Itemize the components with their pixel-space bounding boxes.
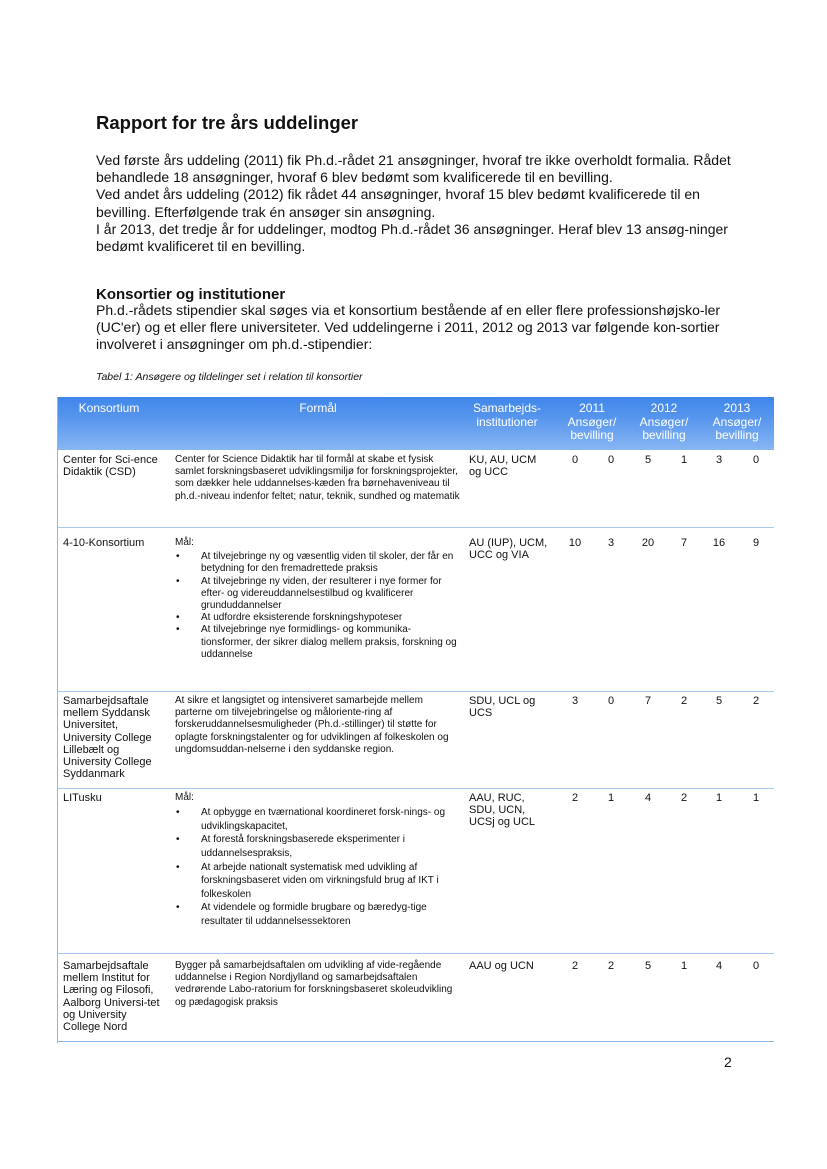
intro-paragraph: Ved andet års uddeling (2012) fik rådet 44 ansøgninger, hvoraf 15 blev bedømt kvalificerede til en bevilling. Efterfølgende trak én ansøger sin ansøgning. bbox=[96, 186, 700, 220]
consortium-table bbox=[57, 397, 774, 1043]
formal-text: At sikre et langsigtet og intensiveret samarbejde mellem parterne om tilvejebringelse og måloriente-ring af forskeruddannelsesmuligheder (Ph.d.-stillinger) til støtte for oplagte forskningstalenter og for udviklingen af folkeskolen og ungdomsuddan-nelserne i den syddanske region. bbox=[175, 695, 449, 755]
list-item: • At tilvejebringe nye formidlings- og kommunika-tionsformer, der sikrer dialog mellem praksis, forskning og uddannelse bbox=[175, 624, 460, 661]
cell-value: 5 bbox=[715, 695, 723, 707]
cell-value: 2 bbox=[680, 695, 688, 707]
cell-value: 0 bbox=[752, 960, 760, 972]
cell-konsortium: Samarbejdsaftale mellem Institut for Læring og Filosofi, Aalborg Universi-tet og University College Nord bbox=[63, 960, 160, 1034]
list-item: • At videndele og formidle brugbare og bæredyg-tige resultater til uddannelsessektoren bbox=[175, 901, 460, 928]
header-year-sub: Ansøger/ bevilling bbox=[567, 414, 617, 442]
cell-samarbejds: KU, AU, UCM og UCC bbox=[469, 454, 537, 479]
cell-konsortium: 4-10-Konsortium bbox=[63, 537, 145, 549]
header-samarbejdsinstitutioner: Samarbejds-institutioner bbox=[472, 401, 542, 429]
page-title: Rapport for tre års uddelinger bbox=[96, 112, 359, 133]
cell-value: 4 bbox=[644, 792, 652, 804]
list-item: • At udfordre eksisterende forskningshypoteser bbox=[175, 612, 460, 624]
page-number: 2 bbox=[724, 1054, 732, 1070]
cell-formal bbox=[175, 537, 460, 661]
cell-value: 0 bbox=[607, 454, 615, 466]
formal-text: Mål: bbox=[175, 537, 194, 548]
bullet-list bbox=[175, 806, 460, 928]
cell-formal bbox=[175, 695, 460, 756]
cell-value: 7 bbox=[680, 537, 688, 549]
table-bottom-border bbox=[58, 1041, 774, 1042]
bullet-list bbox=[175, 551, 460, 661]
formal-text: Bygger på samarbejdsaftalen om udvikling af vide-regående uddannelse i Region Nordjylland og samarbejdsaftalen vedrørende Labo-ratorium for forskningsbaseret skoleudvikling og pædagogisk praksis bbox=[175, 960, 453, 1008]
cell-value: 0 bbox=[752, 454, 760, 466]
header-year-label: 2013 bbox=[723, 401, 751, 415]
list-item: • At forestå forskningsbaserede eksperimenter i uddannelsespraksis, bbox=[175, 833, 460, 860]
formal-text: Mål: bbox=[175, 792, 194, 803]
cell-konsortium: Samarbejdsaftale mellem Syddansk Universitet, University College Lillebælt og University College Syddanmark bbox=[63, 695, 152, 781]
cell-value: 10 bbox=[568, 537, 582, 549]
cell-value: 5 bbox=[644, 454, 652, 466]
cell-value: 2 bbox=[607, 960, 615, 972]
section-text: Ph.d.-rådets stipendier skal søges via et konsortium bestående af en eller flere professionshøjsko-ler (UC'er) og et eller flere universiteter. Ved uddelingerne i 2011, 2012 og 2013 var følgende kon-sortier involveret i ansøgninger om ph.d.-stipendier: bbox=[96, 302, 721, 353]
cell-value: 0 bbox=[607, 695, 615, 707]
section-title: Konsortier og institutioner bbox=[96, 286, 286, 303]
cell-value: 3 bbox=[715, 454, 723, 466]
cell-value: 1 bbox=[752, 792, 760, 804]
cell-value: 1 bbox=[680, 960, 688, 972]
cell-value: 3 bbox=[571, 695, 579, 707]
formal-text: Center for Science Didaktik har til formål at skabe et fysisk samlet forskningsbaseret udviklingsmiljø for forskningsprojekter, som dækker hele uddannelses-kæden fra børnehaveniveau til ph.d.-niveau indenfor feltet; natur, teknik, sundhed og matematik bbox=[175, 454, 460, 502]
cell-value: 5 bbox=[644, 960, 652, 972]
table-header bbox=[58, 397, 774, 450]
header-year-label: 2011 bbox=[579, 401, 605, 415]
header-year-label: 2012 bbox=[650, 401, 678, 415]
table-caption: Tabel 1: Ansøgere og tildelinger set i relation til konsortier bbox=[96, 371, 363, 383]
cell-konsortium: LITusku bbox=[63, 792, 102, 804]
cell-value: 2 bbox=[571, 792, 579, 804]
header-konsortium: Konsortium bbox=[78, 401, 140, 415]
intro-paragraph: I år 2013, det tredje år for uddelinger, modtog Ph.d.-rådet 36 ansøgninger. Heraf blev 13 ansøg-ninger bedømt kvalificeret til en bevilling. bbox=[96, 220, 728, 255]
cell-value: 7 bbox=[644, 695, 652, 707]
row-divider bbox=[58, 527, 774, 528]
cell-value: 9 bbox=[752, 537, 760, 549]
cell-samarbejds: AAU og UCN bbox=[469, 960, 534, 972]
row-divider bbox=[58, 788, 774, 789]
cell-value: 20 bbox=[641, 537, 655, 549]
cell-value: 1 bbox=[715, 792, 723, 804]
cell-value: 16 bbox=[712, 537, 726, 549]
cell-samarbejds: SDU, UCL og UCS bbox=[469, 695, 536, 720]
cell-konsortium: Center for Sci-ence Didaktik (CSD) bbox=[63, 454, 158, 479]
header-year-2012 bbox=[628, 402, 700, 443]
header-year-sub: Ansøger/ bevilling bbox=[639, 414, 689, 442]
list-item: • At tilvejebringe ny viden, der resulterer i nye former for efter- og videreuddannelsestilbud og kvalificerer grunduddannelser bbox=[175, 576, 460, 613]
header-year-2011 bbox=[556, 402, 628, 443]
cell-formal bbox=[175, 792, 460, 929]
list-item: • At opbygge en tværnational koordineret forsk-nings- og udviklingskapacitet, bbox=[175, 806, 460, 833]
cell-value: 0 bbox=[571, 454, 579, 466]
cell-samarbejds: AAU, RUC, SDU, UCN, UCSj og UCL bbox=[469, 792, 536, 829]
row-divider bbox=[58, 953, 774, 954]
cell-value: 2 bbox=[752, 695, 760, 707]
list-item: • At tilvejebringe ny og væsentlig viden til skoler, der får en betydning for den fremadrettede praksis bbox=[175, 551, 460, 575]
cell-value: 1 bbox=[680, 454, 688, 466]
intro-text bbox=[96, 152, 746, 255]
cell-samarbejds: AU (IUP), UCM, UCC og VIA bbox=[469, 537, 548, 562]
cell-value: 2 bbox=[680, 792, 688, 804]
cell-formal bbox=[175, 454, 460, 503]
cell-value: 4 bbox=[715, 960, 723, 972]
cell-value: 3 bbox=[607, 537, 615, 549]
intro-paragraph: Ved første års uddeling (2011) fik Ph.d.-rådet 21 ansøgninger, hvoraf tre ikke overholdt formalia. Rådet behandlede 18 ansøgninger, hvoraf 6 blev bedømt som kvalificerede til en bevilling. bbox=[96, 152, 731, 186]
row-divider bbox=[58, 691, 774, 692]
list-item: • At arbejde nationalt systematisk med udvikling af forskningsbaseret viden om virkningsfuld brug af IKT i folkeskolen bbox=[175, 861, 460, 902]
header-year-2013 bbox=[701, 402, 773, 443]
cell-value: 1 bbox=[607, 792, 615, 804]
cell-value: 2 bbox=[571, 960, 579, 972]
header-year-sub: Ansøger/ bevilling bbox=[712, 414, 762, 442]
cell-formal bbox=[175, 960, 460, 1009]
header-formal: Formål bbox=[299, 401, 337, 415]
